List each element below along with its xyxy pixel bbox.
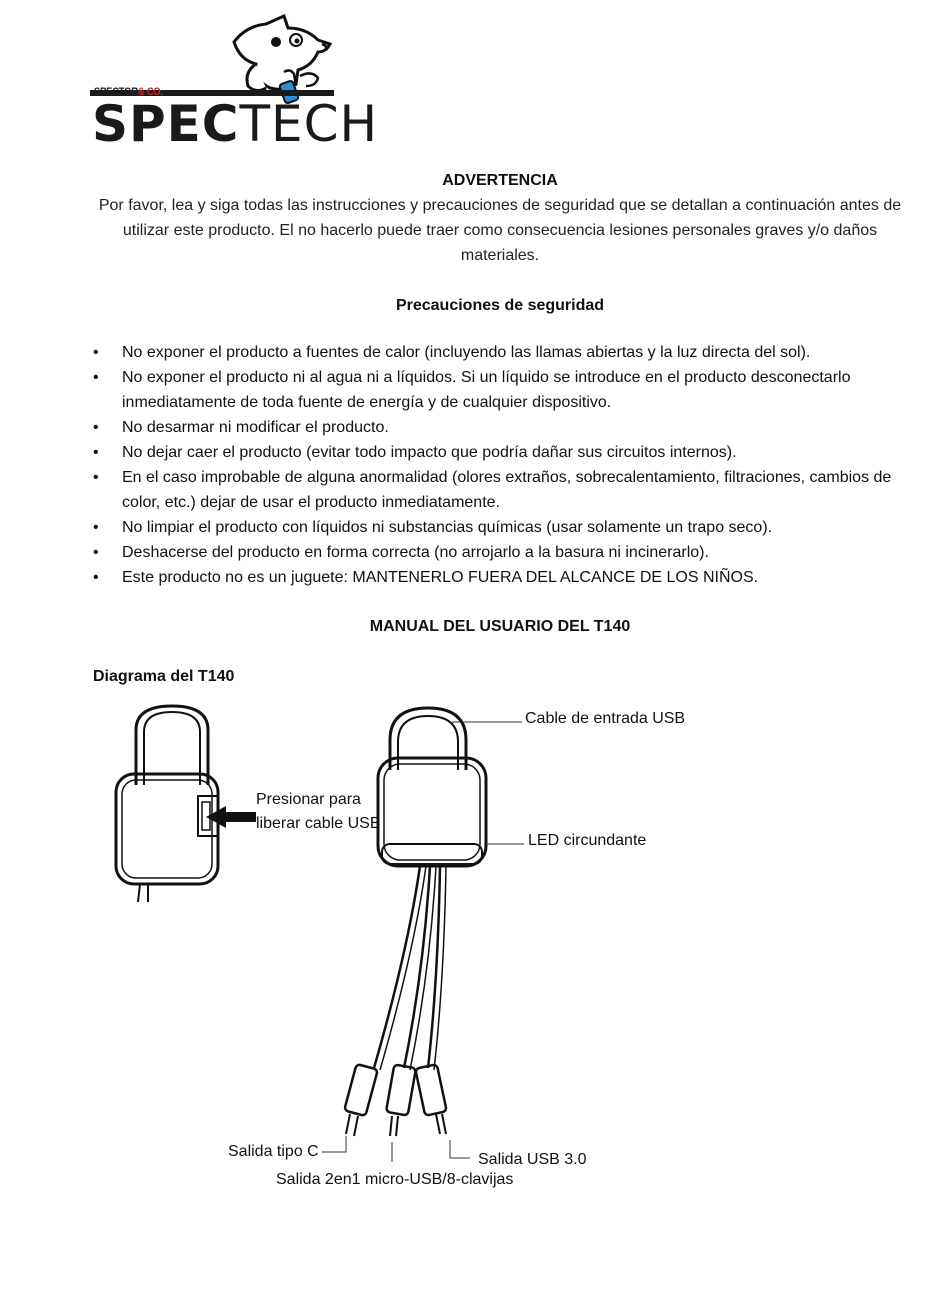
manual-title: MANUAL DEL USUARIO DEL T140: [369, 618, 631, 635]
list-item: • En el caso improbable de alguna anormalidad (olores extraños, sobrecalentamiento, filtraciones, cambios de color, etc.) dejar de usar el producto inmediatamente.: [92, 465, 912, 515]
led-label: LED circundante: [528, 832, 647, 849]
list-item: • Este producto no es un juguete: MANTENERLO FUERA DEL ALCANCE DE LOS NIÑOS.: [92, 565, 912, 590]
list-item: • Deshacerse del producto en forma correcta (no arrojarlo a la basura ni incinerarlo).: [92, 540, 912, 565]
micro-usb-label: Salida 2en1 micro-USB/8-clavijas: [276, 1171, 514, 1188]
list-item: • No desarmar ni modificar el producto.: [92, 415, 912, 440]
front-view-illustration: [322, 708, 524, 1162]
precautions-title: Precauciones de seguridad: [395, 297, 605, 314]
type-c-label: Salida tipo C: [228, 1143, 319, 1160]
logo-wordmark: SPECTECH: [92, 95, 379, 153]
warning-body: Por favor, lea y siga todas las instrucciones y precauciones de seguridad que se detallan a continuación antes de utilizar este producto. El no hacerlo puede traer como consecuencia lesiones personales graves y/o daños materiales.: [98, 197, 902, 264]
list-item: • No exponer el producto a fuentes de calor (incluyendo las llamas abiertas y la luz directa del sol).: [92, 340, 912, 365]
list-item: • No exponer el producto ni al agua ni a líquidos. Si un líquido se introduce en el producto desconectarlo inmediatamente de toda fuente de energía y de cualquier dispositivo.: [92, 365, 912, 415]
press-release-label: Presionar para liberar cable USB: [256, 791, 381, 832]
diagram-title: Diagrama del T140: [93, 668, 235, 685]
precautions-list: [92, 340, 912, 590]
list-item: • No limpiar el producto con líquidos ni substancias químicas (usar solamente un trapo seco).: [92, 515, 912, 540]
t140-diagram: [0, 690, 950, 1210]
logo-subtitle: SPECTOR& CO.: [94, 86, 163, 98]
list-item: • No dejar caer el producto (evitar todo impacto que podría dañar sus circuitos internos).: [92, 440, 912, 465]
usb3-label: Salida USB 3.0: [478, 1151, 587, 1168]
warning-title: ADVERTENCIA: [442, 172, 558, 189]
spectech-logo: [90, 14, 379, 153]
usb-input-label: Cable de entrada USB: [525, 710, 686, 727]
side-view-illustration: [116, 706, 218, 902]
arrow-icon: [206, 806, 256, 828]
